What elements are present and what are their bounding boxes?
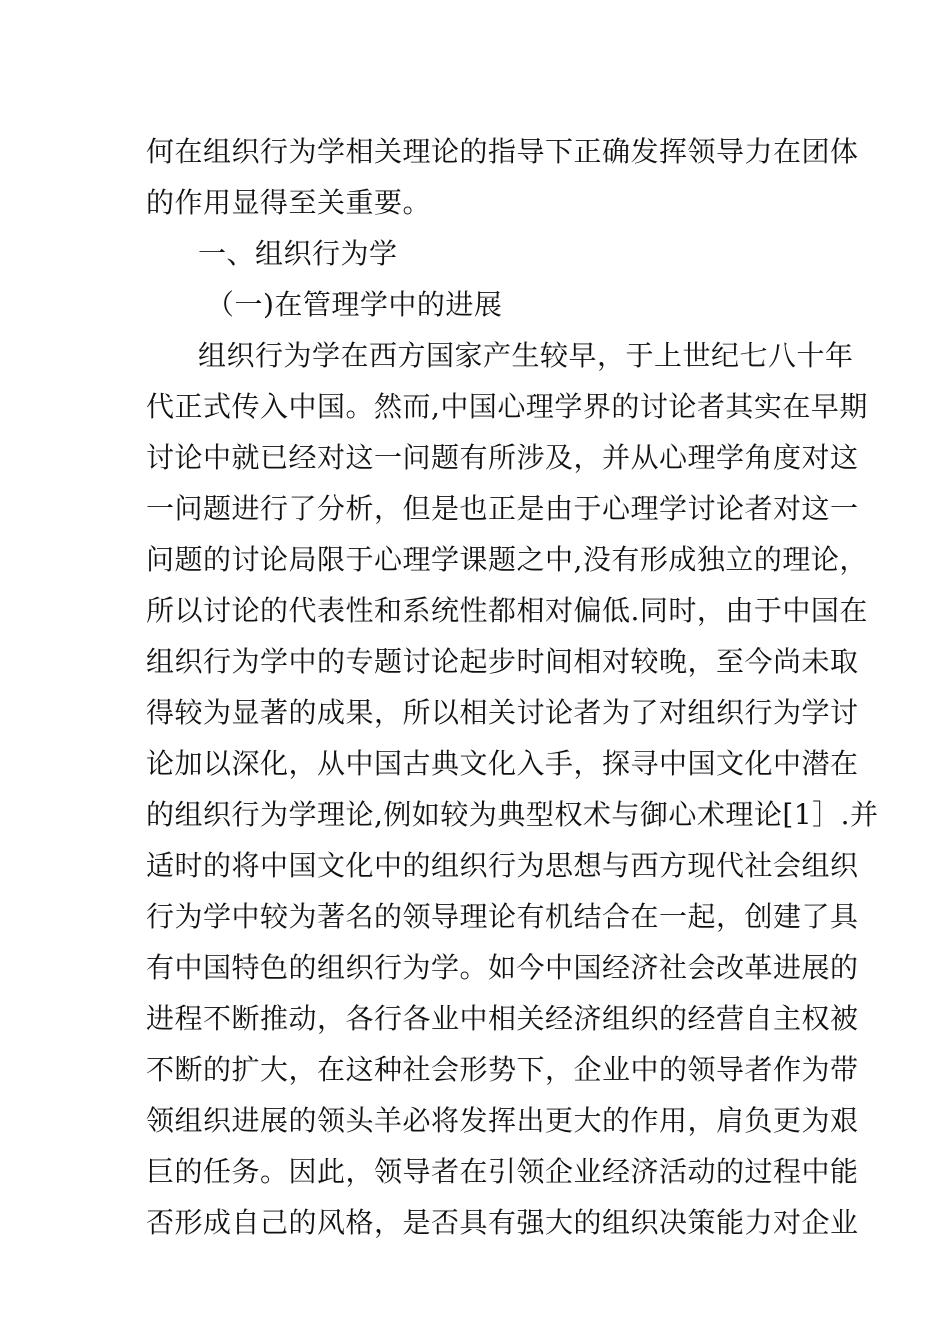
paragraph-line: 有中国特色的组织行为学。如今中国经济社会改革进展的 <box>146 951 859 984</box>
subsection-heading: （一)在管理学中的进展 <box>206 288 503 321</box>
paragraph-line: 问题的讨论局限于心理学课题之中,没有形成独立的理论， <box>146 543 868 576</box>
paragraph-line: 不断的扩大，在这种社会形势下，企业中的领导者作为带 <box>146 1053 859 1086</box>
paragraph-line: 的作用显得至关重要。 <box>146 186 432 219</box>
paragraph-line: 组织行为学在西方国家产生较早，于上世纪七八十年 <box>198 339 854 372</box>
paragraph-line: 代正式传入中国。然而,中国心理学界的讨论者其实在早期 <box>146 390 868 423</box>
paragraph-line: 组织行为学中的专题讨论起步时间相对较晚，至今尚未取 <box>146 645 859 678</box>
document-body <box>146 126 879 1248</box>
paragraph-line: 论加以深化，从中国古典文化入手，探寻中国文化中潜在 <box>146 747 859 780</box>
paragraph-line: 否形成自己的风格，是否具有强大的组织决策能力对企业 <box>146 1206 859 1239</box>
paragraph-line: 领组织进展的领头羊必将发挥出更大的作用，肩负更为艰 <box>146 1104 859 1137</box>
paragraph-line: 巨的任务。因此，领导者在引领企业经济活动的过程中能 <box>146 1155 859 1188</box>
paragraph-line: 讨论中就已经对这一问题有所涉及，并从心理学角度对这 <box>146 441 859 474</box>
paragraph-line: 适时的将中国文化中的组织行为思想与西方现代社会组织 <box>146 849 859 882</box>
section-heading: 一、组织行为学 <box>198 237 398 270</box>
paragraph-line: 行为学中较为著名的领导理论有机结合在一起，创建了具 <box>146 900 859 933</box>
paragraph-line: 一问题进行了分析，但是也正是由于心理学讨论者对这一 <box>146 492 859 525</box>
paragraph-line: 的组织行为学理论,例如较为典型权术与御心术理论[1］.并 <box>146 798 879 831</box>
paragraph-line: 所以讨论的代表性和系统性都相对偏低.同时，由于中国在 <box>146 594 868 627</box>
paragraph-line: 进程不断推动，各行各业中相关经济组织的经营自主权被 <box>146 1002 859 1035</box>
paragraph-line: 何在组织行为学相关理论的指导下正确发挥领导力在团体 <box>146 135 859 168</box>
paragraph-line: 得较为显著的成果，所以相关讨论者为了对组织行为学讨 <box>146 696 859 729</box>
